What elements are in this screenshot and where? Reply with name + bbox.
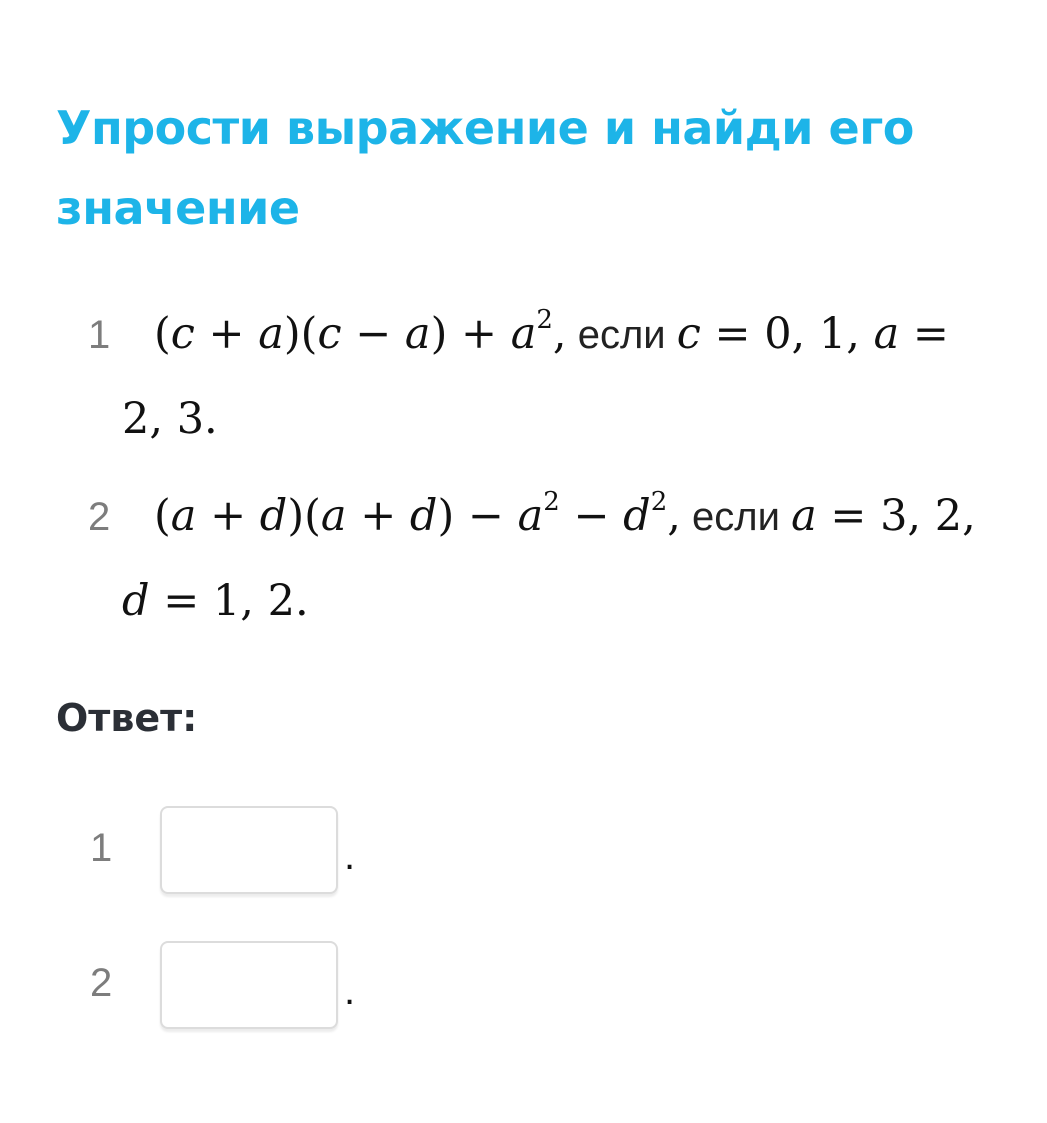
answer-label: Ответ: [56,696,198,740]
condition: c = 0, 1, a = 2, 3. [122,309,949,444]
expression: $(a + d)(a + d) - a^2 - d^2$, [154,487,681,541]
task-item-2 [56,474,1031,643]
answer-input-1[interactable] [160,806,338,894]
task-number: 2 [88,495,111,539]
answer-row-2 [0,941,500,1033]
task-number: 1 [88,313,111,357]
condition-word: если [566,313,677,357]
task-title: Упрости выражение и найди его значение [56,101,914,235]
answer-number: 2 [90,961,113,1005]
answer-input-2[interactable] [160,941,338,1029]
answer-number: 1 [90,826,113,870]
task-item-1 [56,292,1031,461]
expression: $(c + a)(c - a) + a^2$, [154,305,567,359]
answer-suffix: . [344,834,356,878]
answer-suffix: . [344,969,356,1013]
condition-word: если [680,495,792,539]
answer-row-1 [0,806,500,898]
condition: a = 3, 2, d = 1, 2. [122,491,976,626]
